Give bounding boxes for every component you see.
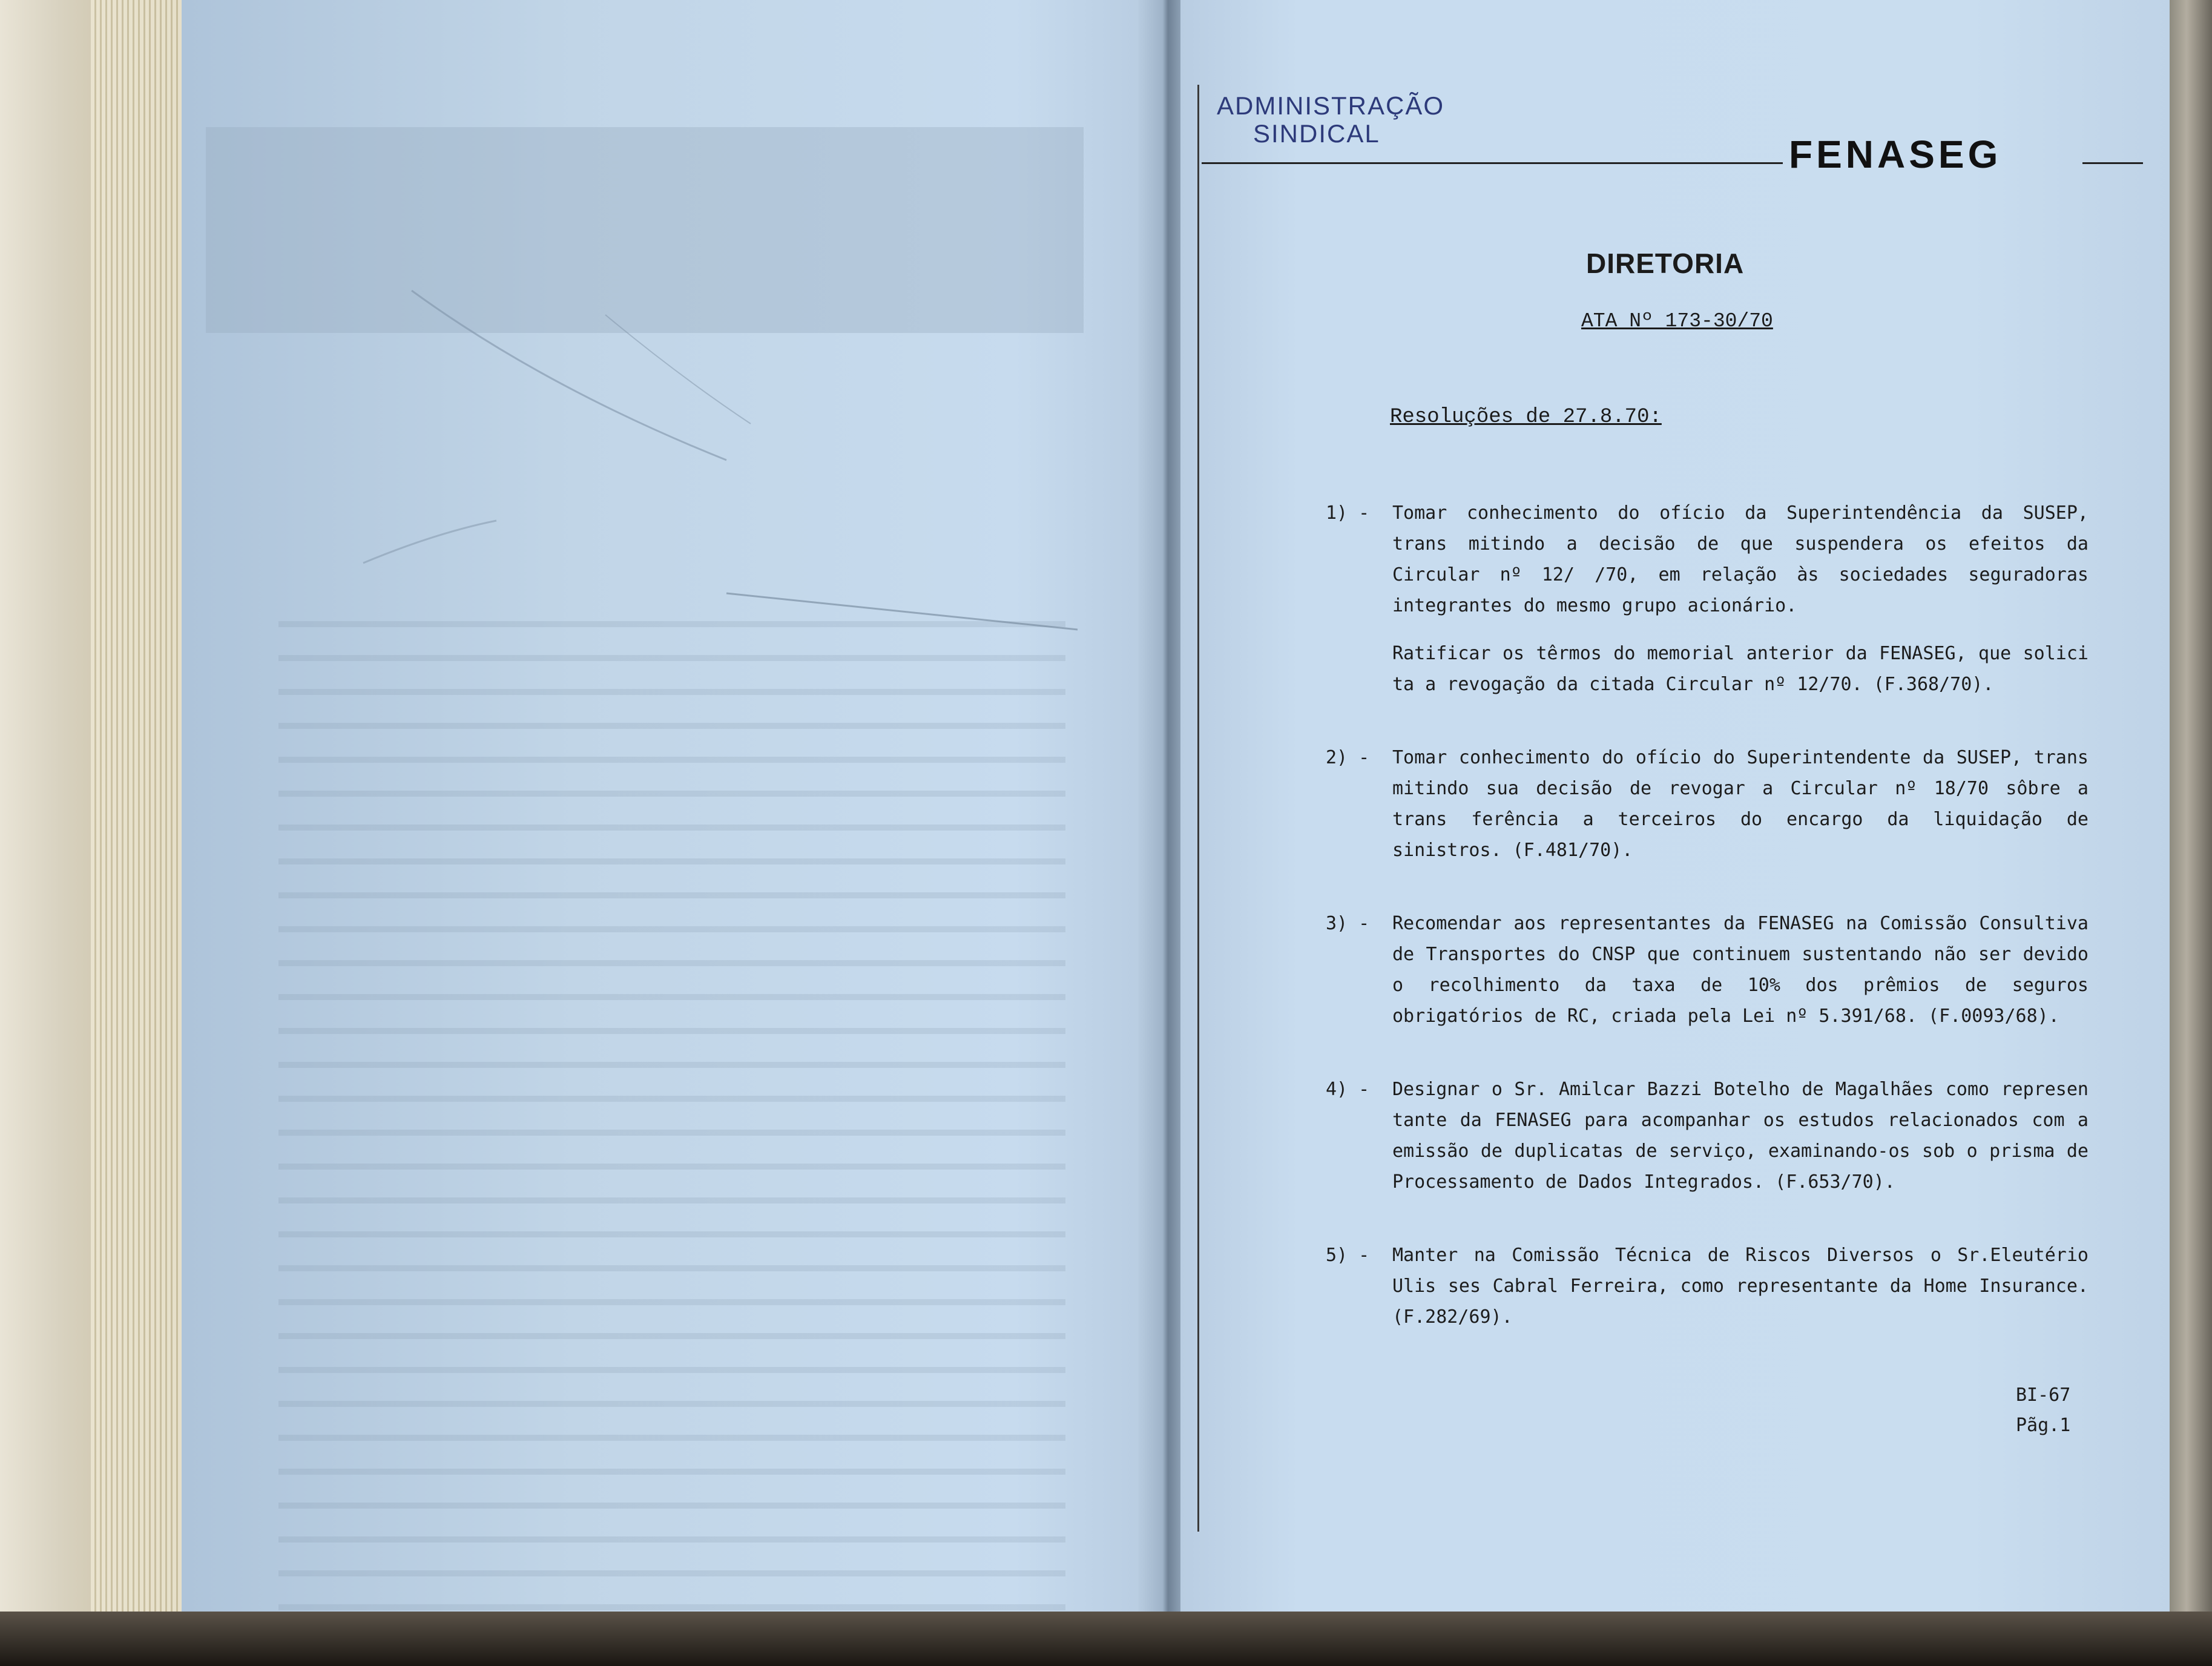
- item-number: 3) -: [1326, 913, 1370, 934]
- item-number: 5) -: [1326, 1245, 1370, 1266]
- header-rule-right: [2082, 162, 2143, 164]
- list-item: [1326, 742, 2089, 866]
- item-number: 4) -: [1326, 1079, 1370, 1100]
- page-title: DIRETORIA: [1586, 248, 1745, 279]
- bulletin-code: BI-67: [2016, 1384, 2071, 1406]
- margin-line: [1197, 85, 1199, 1532]
- ata-number: ATA Nº 173-30/70: [1581, 310, 1773, 332]
- book-edge-right: [2170, 0, 2212, 1666]
- pencil-marks: [182, 0, 1150, 726]
- org-line-2: SINDICAL: [1253, 119, 1380, 148]
- list-item: [1326, 1074, 2089, 1197]
- resolutions-heading: Resoluções de 27.8.70:: [1390, 406, 1662, 429]
- item-number: 2) -: [1326, 747, 1370, 768]
- item-text: Tomar conhecimento do ofício da Superintendência da SUSEP, trans mitindo a decisão de que suspendera os efeitos da Circular nº 12/ /70, em relação às sociedades seguradoras integrantes do mesmo grupo acionário.: [1392, 502, 2089, 616]
- page-edges: [91, 0, 194, 1666]
- item-text: Designar o Sr. Amilcar Bazzi Botelho de Magalhães como represen tante da FENASEG para acompanhar os estudos relacionados com a emissão de duplicatas de serviço, examinando-os sob o prisma de Processamento de Dados Integrados. (F.653/70).: [1392, 1079, 2089, 1193]
- page-number: Pãg.1: [2016, 1415, 2071, 1436]
- brand-logo: FENASEG: [1789, 133, 2002, 176]
- item-text-wrap: [1392, 498, 2089, 700]
- item-text: Manter na Comissão Técnica de Riscos Diversos o Sr.Eleutério Ulis ses Cabral Ferreira, como representante da Home Insurance. (F.282/69).: [1392, 1245, 2089, 1328]
- item-number: 1) -: [1326, 502, 1370, 524]
- item-text: Tomar conhecimento do ofício do Superintendente da SUSEP, trans mitindo sua decisão de revogar a Circular nº 18/70 sôbre a trans ferência a terceiros do encargo da liquidação de sinistros. (F.481/70).: [1392, 747, 2089, 861]
- bottom-shadow: [0, 1612, 2212, 1666]
- header-rule: [1202, 162, 1783, 164]
- item-text: Recomendar aos representantes da FENASEG na Comissão Consultiva de Transportes do CNSP que continuem sustentando não ser devido o recolhimento da taxa de 10% dos prêmios de seguros obrigatórios de RC, criada pela Lei nº 5.391/68. (F.0093/68).: [1392, 913, 2089, 1027]
- page-footer: [2016, 1380, 2070, 1441]
- org-line-1: ADMINISTRAÇÃO: [1217, 91, 1445, 120]
- book-edge-left: [0, 0, 200, 1666]
- org-header: [1217, 92, 1444, 148]
- list-item: [1326, 908, 2089, 1032]
- list-item: [1326, 498, 2089, 700]
- resolutions-list: [1326, 498, 2089, 1332]
- list-item: [1326, 1240, 2089, 1332]
- bleed-through-text: [278, 593, 1065, 1622]
- item-text-2: Ratificar os têrmos do memorial anterior da FENASEG, que solici ta a revogação da citada Circular nº 12/70. (F.368/70).: [1392, 643, 2089, 695]
